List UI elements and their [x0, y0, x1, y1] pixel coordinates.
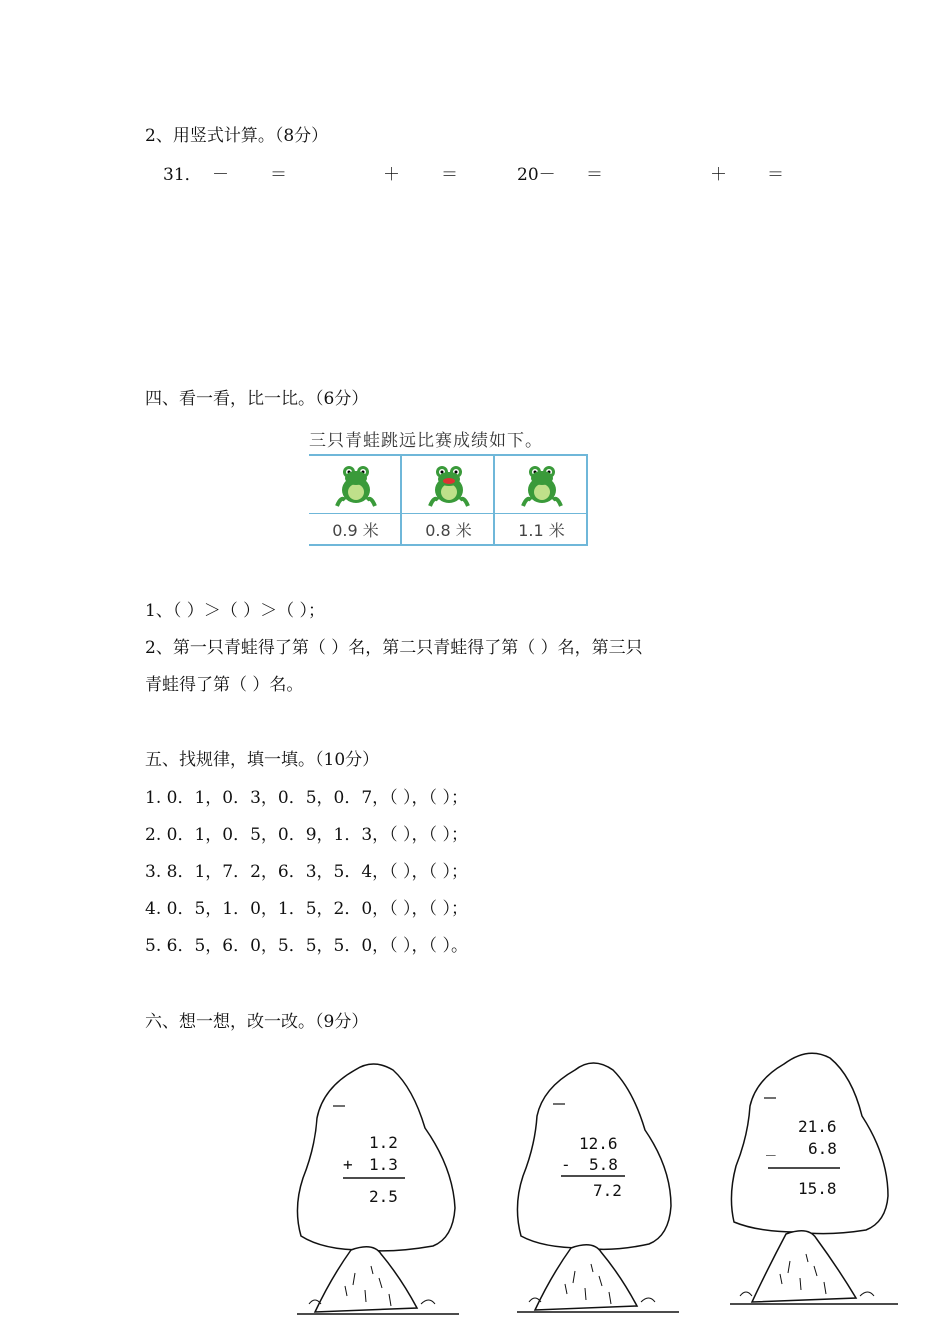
q2-expr-part: ＝: [270, 165, 287, 185]
pattern-item: 4. 0．5，1．0，1．5，2．0，（ ），（ ）；: [145, 899, 468, 919]
rock-3-op: _: [766, 1137, 776, 1156]
q2-expr-part: ＝: [441, 165, 458, 185]
rock-1-bottom: 1.3: [369, 1155, 398, 1174]
section4-q1: 1、（ ）＞（ ）＞（ ）；: [145, 601, 326, 621]
frog-table-divider: [309, 513, 588, 514]
rock-1-top: 1.2: [369, 1133, 398, 1152]
q2-expr-part: 20－: [517, 165, 556, 185]
q2-expr-part: ＝: [586, 165, 603, 185]
rock-1-op: +: [343, 1155, 353, 1174]
section5-heading: 五、找规律，填一填。（10分）: [145, 750, 380, 770]
q2-expr-part: ＋: [383, 165, 400, 185]
q2-expr-part: ＝: [767, 165, 784, 185]
rock-2-top: 12.6: [579, 1134, 618, 1153]
frog-distance-label: 0.9 米: [332, 521, 379, 540]
rock-1-result: 2.5: [369, 1187, 398, 1206]
frog-icon: [517, 460, 567, 510]
frog-results-figure: [309, 422, 588, 546]
rock-2-result: 7.2: [593, 1181, 622, 1200]
pattern-item: 1. 0．1，0．3，0．5，0．7，（ ），（ ）；: [145, 788, 468, 808]
pattern-item: 3. 8．1，7．2，6．3，5．4，（ ），（ ）；: [145, 862, 468, 882]
pattern-item: 5. 6．5，6．0，5．5，5．0，（ ），（ ）。: [145, 936, 468, 956]
q2-expr-part: 31．: [163, 165, 202, 185]
frog-icon: [424, 460, 474, 510]
frog-table: [309, 454, 588, 546]
rock-problem-1: [293, 1058, 463, 1320]
section4-q2-line1: 2、第一只青蛙得了第（ ）名，第二只青蛙得了第（ ）名，第三只: [145, 638, 643, 658]
rock-3-top: 21.6: [798, 1117, 837, 1136]
pattern-item: 2. 0．1，0．5，0．9，1．3，（ ），（ ）；: [145, 825, 468, 845]
frog-figure-title: 三只青蛙跳远比赛成绩如下。: [309, 431, 543, 451]
rock-2-op: -: [561, 1155, 571, 1174]
rock-2-bottom: 5.8: [589, 1155, 618, 1174]
rock-3-result: 15.8: [798, 1179, 837, 1198]
q2-expr-part: －: [212, 165, 229, 185]
q2-heading: 2、用竖式计算。（8分）: [145, 126, 329, 146]
frog-distance-label: 0.8 米: [425, 521, 472, 540]
rock-3-bottom: 6.8: [808, 1139, 837, 1158]
q2-expr-part: ＋: [710, 165, 727, 185]
rock-problem-3: [728, 1046, 900, 1312]
rock-problem-2: [513, 1056, 683, 1318]
frog-distance-label: 1.1 米: [518, 521, 565, 540]
section4-q2-line2: 青蛙得了第（ ）名。: [145, 675, 304, 695]
section4-heading: 四、看一看，比一比。（6分）: [145, 389, 369, 409]
frog-icon: [331, 460, 381, 510]
section6-heading: 六、想一想，改一改。（9分）: [145, 1012, 369, 1032]
